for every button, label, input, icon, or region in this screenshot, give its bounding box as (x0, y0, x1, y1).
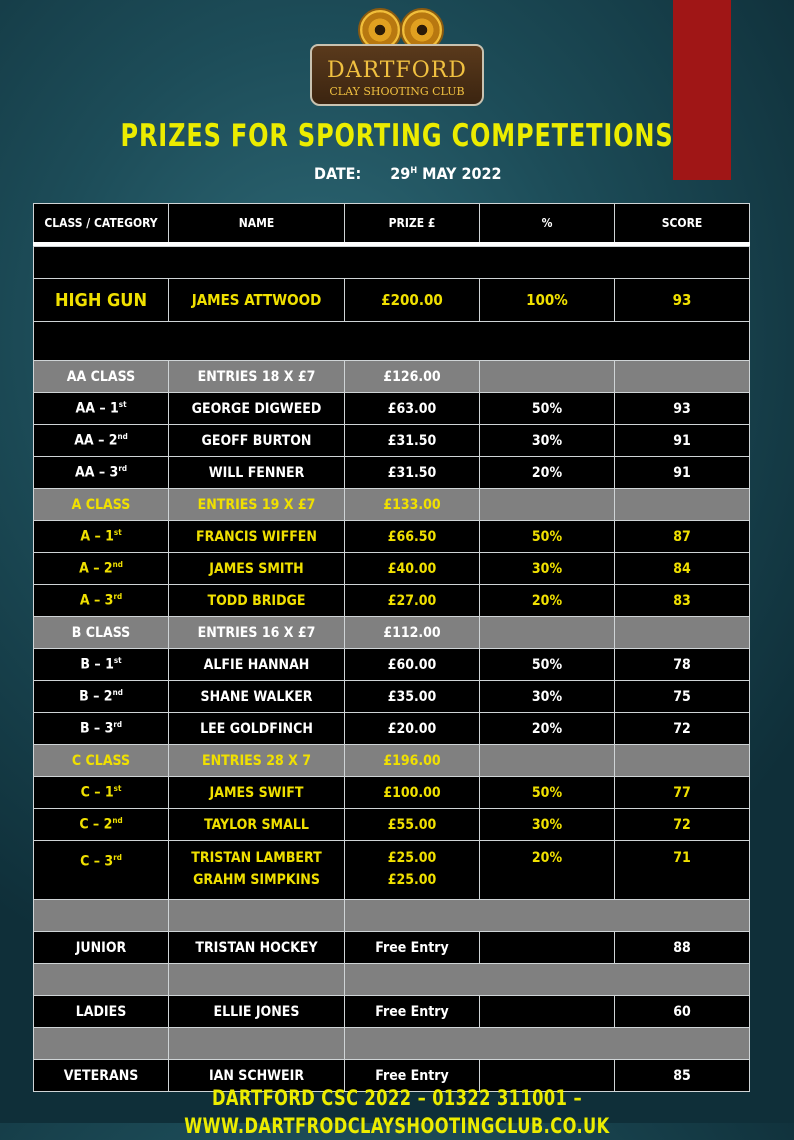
class-cell: AA CLASS (34, 361, 169, 393)
class-cell (34, 553, 169, 585)
prize-cell: £31.50 (345, 457, 480, 489)
score-cell: 72 (615, 713, 750, 745)
prize-cell: £40.00 (345, 553, 480, 585)
class-cell: JUNIOR (34, 932, 169, 964)
date-rest: MAY 2022 (422, 164, 502, 184)
percent-cell: 50% (480, 649, 615, 681)
spacer-row (34, 964, 750, 996)
percent-cell (480, 932, 615, 964)
header-prize: PRIZE £ (345, 204, 480, 245)
spacer-row (34, 247, 750, 279)
spacer-cell (34, 247, 750, 279)
class-header-row-a (34, 489, 750, 521)
place-prefix: B – 2 (79, 688, 113, 705)
percent-cell: 30% (480, 553, 615, 585)
name-cell: SHANE WALKER (169, 681, 345, 713)
table-row (34, 777, 750, 809)
table-row (34, 841, 750, 900)
name-cell: LEE GOLDFINCH (169, 713, 345, 745)
prize-line: £25.00 (387, 872, 437, 888)
prize-cell: £31.50 (345, 425, 480, 457)
class-cell (34, 585, 169, 617)
prize-cell: £112.00 (345, 617, 480, 649)
spacer-cell (345, 900, 750, 932)
name-cell: TODD BRIDGE (169, 585, 345, 617)
class-cell: A CLASS (34, 489, 169, 521)
prize-line: £25.00 (387, 850, 437, 866)
name-cell: ENTRIES 18 X £7 (169, 361, 345, 393)
percent-cell (480, 489, 615, 521)
class-cell (34, 777, 169, 809)
place-prefix: A – 1 (80, 528, 114, 545)
header-percent: % (480, 204, 615, 245)
club-logo (310, 8, 484, 104)
percent-cell: 30% (480, 809, 615, 841)
name-cell: JAMES SMITH (169, 553, 345, 585)
place-prefix: B – 3 (79, 720, 114, 737)
class-cell (34, 681, 169, 713)
spacer-cell (345, 964, 750, 996)
spacer-cell (34, 1028, 169, 1060)
date-suffix: H (410, 166, 418, 176)
place-prefix: A – 3 (79, 592, 114, 609)
percent-cell: 20% (480, 457, 615, 489)
prize-cell: £200.00 (345, 279, 480, 322)
percent-cell: 30% (480, 681, 615, 713)
place-prefix: B – 1 (80, 656, 114, 673)
place-suffix: st (113, 656, 122, 666)
class-cell: B CLASS (34, 617, 169, 649)
prize-cell: £196.00 (345, 745, 480, 777)
prize-cell: £66.50 (345, 521, 480, 553)
place-suffix: rd (113, 720, 123, 730)
high-gun-row (34, 279, 750, 322)
class-header-row-b (34, 617, 750, 649)
score-cell: 72 (615, 809, 750, 841)
table-row (34, 713, 750, 745)
class-cell (34, 393, 169, 425)
class-cell: LADIES (34, 996, 169, 1028)
percent-cell: 20% (480, 841, 615, 900)
name-cell: GEORGE DIGWEED (169, 393, 345, 425)
name-cell: TRISTAN HOCKEY (169, 932, 345, 964)
name-cell: ENTRIES 16 X £7 (169, 617, 345, 649)
score-cell: 91 (615, 457, 750, 489)
prize-cell (345, 841, 480, 900)
name-cell: WILL FENNER (169, 457, 345, 489)
place-prefix: AA – 3 (74, 464, 119, 481)
percent-cell: 20% (480, 585, 615, 617)
percent-cell (480, 617, 615, 649)
class-cell (34, 521, 169, 553)
prize-cell: £35.00 (345, 681, 480, 713)
header-name: NAME (169, 204, 345, 245)
name-cell: ENTRIES 19 X £7 (169, 489, 345, 521)
prize-cell: £100.00 (345, 777, 480, 809)
class-cell (34, 809, 169, 841)
prizes-table (33, 203, 750, 1092)
class-cell: VETERANS (34, 1060, 169, 1092)
name-cell: ALFIE HANNAH (169, 649, 345, 681)
place-suffix: st (113, 528, 122, 538)
percent-cell (480, 745, 615, 777)
table-row (34, 681, 750, 713)
place-prefix: C – 3 (80, 853, 114, 870)
table-row (34, 809, 750, 841)
name-cell: TAYLOR SMALL (169, 809, 345, 841)
header-score: SCORE (615, 204, 750, 245)
place-prefix: C – 2 (79, 816, 113, 833)
page-title: PRIZES FOR SPORTING COMPETETIONS (120, 118, 674, 154)
table-row (34, 553, 750, 585)
score-cell: 93 (615, 393, 750, 425)
place-suffix: nd (112, 688, 123, 698)
score-cell: 71 (615, 841, 750, 900)
class-cell (34, 425, 169, 457)
spacer-cell (345, 1028, 750, 1060)
prize-cell: £63.00 (345, 393, 480, 425)
name-cell: JAMES ATTWOOD (169, 279, 345, 322)
place-suffix: rd (113, 853, 122, 862)
table-row (34, 425, 750, 457)
percent-cell: 50% (480, 777, 615, 809)
place-suffix: st (113, 784, 122, 794)
score-cell: 88 (615, 932, 750, 964)
class-header-row-aa (34, 361, 750, 393)
table-row (34, 457, 750, 489)
prize-cell: £27.00 (345, 585, 480, 617)
ladies-row (34, 996, 750, 1028)
junior-row (34, 932, 750, 964)
place-prefix: AA – 2 (74, 432, 118, 449)
percent-cell (480, 996, 615, 1028)
score-cell: 84 (615, 553, 750, 585)
class-cell: HIGH GUN (34, 279, 169, 322)
prize-cell: £126.00 (345, 361, 480, 393)
logo-subtitle: CLAY SHOOTING CLUB (329, 85, 465, 98)
spacer-cell (169, 964, 345, 996)
name-line: TRISTAN LAMBERT (191, 850, 322, 866)
class-cell (34, 841, 169, 900)
spacer-cell (169, 900, 345, 932)
date-label: DATE: (314, 164, 362, 184)
score-cell (615, 617, 750, 649)
class-cell: C CLASS (34, 745, 169, 777)
score-cell (615, 489, 750, 521)
score-cell: 75 (615, 681, 750, 713)
score-cell (615, 745, 750, 777)
score-cell: 87 (615, 521, 750, 553)
score-cell: 83 (615, 585, 750, 617)
class-cell (34, 649, 169, 681)
spacer-row (34, 900, 750, 932)
class-cell (34, 457, 169, 489)
spacer-cell (34, 322, 750, 361)
score-cell: 77 (615, 777, 750, 809)
name-cell: IAN SCHWEIR (169, 1060, 345, 1092)
prize-cell: Free Entry (345, 932, 480, 964)
prize-cell: £20.00 (345, 713, 480, 745)
percent-cell: 20% (480, 713, 615, 745)
prize-cell: £55.00 (345, 809, 480, 841)
prize-cell: Free Entry (345, 996, 480, 1028)
place-suffix: nd (117, 432, 128, 442)
class-header-row-c (34, 745, 750, 777)
score-cell: 78 (615, 649, 750, 681)
class-cell (34, 713, 169, 745)
score-cell: 85 (615, 1060, 750, 1092)
prize-cell: £133.00 (345, 489, 480, 521)
score-cell: 91 (615, 425, 750, 457)
name-cell (169, 841, 345, 900)
percent-cell: 50% (480, 521, 615, 553)
name-line: GRAHM SIMPKINS (193, 872, 320, 888)
place-suffix: rd (113, 592, 123, 602)
place-prefix: A – 2 (79, 560, 113, 577)
score-cell: 93 (615, 279, 750, 322)
percent-cell: 50% (480, 393, 615, 425)
logo-name: DARTFORD (327, 58, 467, 83)
date-day: 29 (390, 164, 411, 184)
date-line (314, 160, 502, 185)
spacer-cell (34, 900, 169, 932)
header-class: CLASS / CATEGORY (34, 204, 169, 245)
name-cell: JAMES SWIFT (169, 777, 345, 809)
spacer-row (34, 1028, 750, 1060)
table-row (34, 585, 750, 617)
name-cell: FRANCIS WIFFEN (169, 521, 345, 553)
score-cell: 60 (615, 996, 750, 1028)
spacer-row (34, 322, 750, 361)
footer-contact: DARTFORD CSC 2022 – 01322 311001 – WWW.DARTFRODCLAYSHOOTINGCLUB.CO.UK (184, 1086, 610, 1138)
table-row (34, 649, 750, 681)
name-cell: ELLIE JONES (169, 996, 345, 1028)
percent-cell: 30% (480, 425, 615, 457)
name-cell: GEOFF BURTON (169, 425, 345, 457)
name-cell: ENTRIES 28 X 7 (169, 745, 345, 777)
place-suffix: st (118, 400, 127, 410)
percent-cell: 100% (480, 279, 615, 322)
place-prefix: C – 1 (80, 784, 114, 801)
place-prefix: AA – 1 (75, 400, 119, 417)
score-cell (615, 361, 750, 393)
date-value (390, 160, 501, 185)
spacer-cell (169, 1028, 345, 1060)
prize-cell: Free Entry (345, 1060, 480, 1092)
percent-cell (480, 361, 615, 393)
prize-cell: £60.00 (345, 649, 480, 681)
spacer-cell (34, 964, 169, 996)
table-header-row (34, 204, 750, 245)
table-row (34, 393, 750, 425)
place-suffix: nd (112, 816, 123, 826)
place-suffix: rd (118, 464, 128, 474)
table-row (34, 521, 750, 553)
place-suffix: nd (112, 560, 123, 570)
